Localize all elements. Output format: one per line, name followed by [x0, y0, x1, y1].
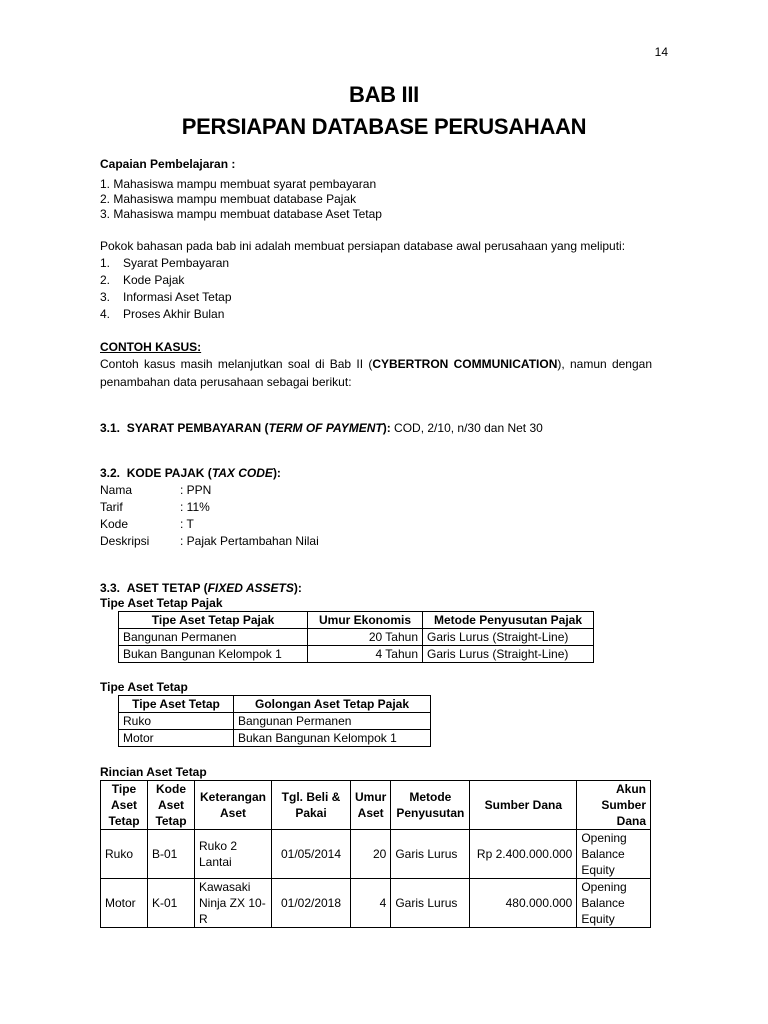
pokok-item-text: Proses Akhir Bulan — [123, 307, 225, 321]
column-header: Metode Penyusutan — [391, 781, 470, 830]
contoh-text-after: ), namun dengan penambahan data perusahaan sebagai berikut: — [100, 357, 652, 389]
table-cell: Bangunan Permanen — [119, 629, 308, 646]
table-row — [101, 830, 651, 879]
table-cell: Bukan Bangunan Kelompok 1 — [119, 646, 308, 663]
pokok-item-text: Syarat Pembayaran — [123, 256, 230, 270]
section-3-1 — [100, 421, 652, 436]
table-cell: 01/05/2014 — [272, 830, 351, 879]
table-cell: Ruko 2 Lantai — [195, 830, 272, 879]
tax-key: Tarif — [100, 500, 123, 514]
table-cell: Rp 2.400.000.000 — [470, 830, 577, 879]
column-header: Tgl. Beli & Pakai — [272, 781, 351, 830]
column-header: Tipe Aset Tetap — [101, 781, 148, 830]
tax-key: Deskripsi — [100, 534, 150, 548]
tipe-pajak-caption: Tipe Aset Tetap Pajak — [100, 596, 223, 610]
column-header: Umur Aset — [351, 781, 391, 830]
pokok-intro: Pokok bahasan pada bab ini adalah membuat persiapan database awal perusahaan yang meliputi: — [100, 239, 626, 253]
section-3-2 — [100, 466, 652, 481]
tax-row — [100, 534, 652, 549]
table-cell: Kawasaki Ninja ZX 10-R — [195, 879, 272, 928]
column-header: Tipe Aset Tetap Pajak — [119, 612, 308, 629]
tax-row — [100, 483, 652, 498]
table-cell: Ruko — [119, 713, 234, 730]
section-number: 3.3. — [100, 581, 121, 595]
table-cell: Garis Lurus — [391, 879, 470, 928]
column-header: Metode Penyusutan Pajak — [423, 612, 594, 629]
contoh-heading: CONTOH KASUS: — [100, 340, 202, 354]
tax-key: Nama — [100, 483, 133, 497]
table-cell: Motor — [119, 730, 234, 747]
table-cell: 4 Tahun — [308, 646, 423, 663]
pokok-item — [100, 307, 652, 322]
section-label: KODE PAJAK ( — [126, 466, 212, 480]
capaian-item: 2. Mahasiswa mampu membuat database Pajak — [100, 192, 357, 206]
pokok-item-text: Kode Pajak — [123, 273, 185, 287]
pokok-item-number: 4. — [100, 307, 111, 321]
table-cell: 20 Tahun — [308, 629, 423, 646]
tax-key: Kode — [100, 517, 129, 531]
pokok-item-text: Informasi Aset Tetap — [123, 290, 232, 304]
table-cell: Garis Lurus (Straight-Line) — [423, 629, 594, 646]
table-cell: Garis Lurus (Straight-Line) — [423, 646, 594, 663]
table-header-row — [101, 781, 651, 830]
rincian-caption: Rincian Aset Tetap — [100, 765, 207, 779]
table-row — [119, 629, 594, 646]
section-number: 3.2. — [100, 466, 121, 480]
table-cell: 4 — [351, 879, 391, 928]
table-row — [101, 879, 651, 928]
table-cell: 01/02/2018 — [272, 879, 351, 928]
capaian-heading: Capaian Pembelajaran : — [100, 157, 236, 171]
table-cell: B-01 — [148, 830, 195, 879]
table-cell: Opening Balance Equity — [577, 830, 651, 879]
rincian-aset-tetap-table — [100, 780, 651, 928]
table-cell: Motor — [101, 879, 148, 928]
table-cell: 480.000.000 — [470, 879, 577, 928]
section-value: COD, 2/10, n/30 dan Net 30 — [390, 421, 543, 435]
table-cell: Bukan Bangunan Kelompok 1 — [234, 730, 431, 747]
column-header: Kode Aset Tetap — [148, 781, 195, 830]
contoh-text — [100, 355, 652, 391]
company-name: CYBERTRON COMMUNICATION — [372, 357, 558, 371]
tax-row — [100, 500, 652, 515]
tax-value: : T — [180, 517, 194, 531]
capaian-item: 1. Mahasiswa mampu membuat syarat pembayaran — [100, 177, 377, 191]
tipe-aset-tetap-pajak-table — [118, 611, 594, 663]
tipe-aset-tetap-table — [118, 695, 431, 747]
tax-value: : Pajak Pertambahan Nilai — [180, 534, 319, 548]
table-header-row — [119, 696, 431, 713]
table-cell: Garis Lurus — [391, 830, 470, 879]
table-cell: Ruko — [101, 830, 148, 879]
tax-row — [100, 517, 652, 532]
tax-value: : 11% — [180, 500, 210, 514]
pokok-item — [100, 256, 652, 271]
chapter-title: PERSIAPAN DATABASE PERUSAHAAN — [181, 114, 587, 139]
section-label-end: ): — [272, 466, 281, 480]
table-row — [119, 730, 431, 747]
column-header: Umur Ekonomis — [308, 612, 423, 629]
section-label-em: TAX CODE — [211, 466, 273, 480]
table-cell: Bangunan Permanen — [234, 713, 431, 730]
tax-value: : PPN — [180, 483, 212, 497]
section-label-em: FIXED ASSETS — [207, 581, 294, 595]
tipe-caption: Tipe Aset Tetap — [100, 680, 188, 694]
section-label: ASET TETAP ( — [126, 581, 208, 595]
table-cell: 20 — [351, 830, 391, 879]
table-cell: Opening Balance Equity — [577, 879, 651, 928]
column-header: Keterangan Aset — [195, 781, 272, 830]
pokok-item-number: 3. — [100, 290, 111, 304]
section-label: SYARAT PEMBAYARAN ( — [126, 421, 269, 435]
pokok-item-number: 1. — [100, 256, 111, 270]
section-3-3 — [100, 581, 652, 596]
section-label-end: ): — [293, 581, 302, 595]
section-label-em: TERM OF PAYMENT — [268, 421, 383, 435]
table-header-row — [119, 612, 594, 629]
column-header: Tipe Aset Tetap — [119, 696, 234, 713]
pokok-item-number: 2. — [100, 273, 111, 287]
chapter-label: BAB III — [348, 82, 419, 107]
contoh-text-before: Contoh kasus masih melanjutkan soal di Bab II ( — [100, 357, 373, 371]
page-number: 14 — [654, 45, 668, 59]
section-label-end: ): — [382, 421, 391, 435]
table-cell: K-01 — [148, 879, 195, 928]
pokok-item — [100, 290, 652, 305]
table-row — [119, 646, 594, 663]
capaian-item: 3. Mahasiswa mampu membuat database Aset Tetap — [100, 207, 382, 221]
column-header: Sumber Dana — [470, 781, 577, 830]
table-row — [119, 713, 431, 730]
column-header: Golongan Aset Tetap Pajak — [234, 696, 431, 713]
document-body — [100, 157, 652, 928]
section-number: 3.1. — [100, 421, 121, 435]
pokok-item — [100, 273, 652, 288]
column-header: Akun Sumber Dana — [577, 781, 651, 830]
